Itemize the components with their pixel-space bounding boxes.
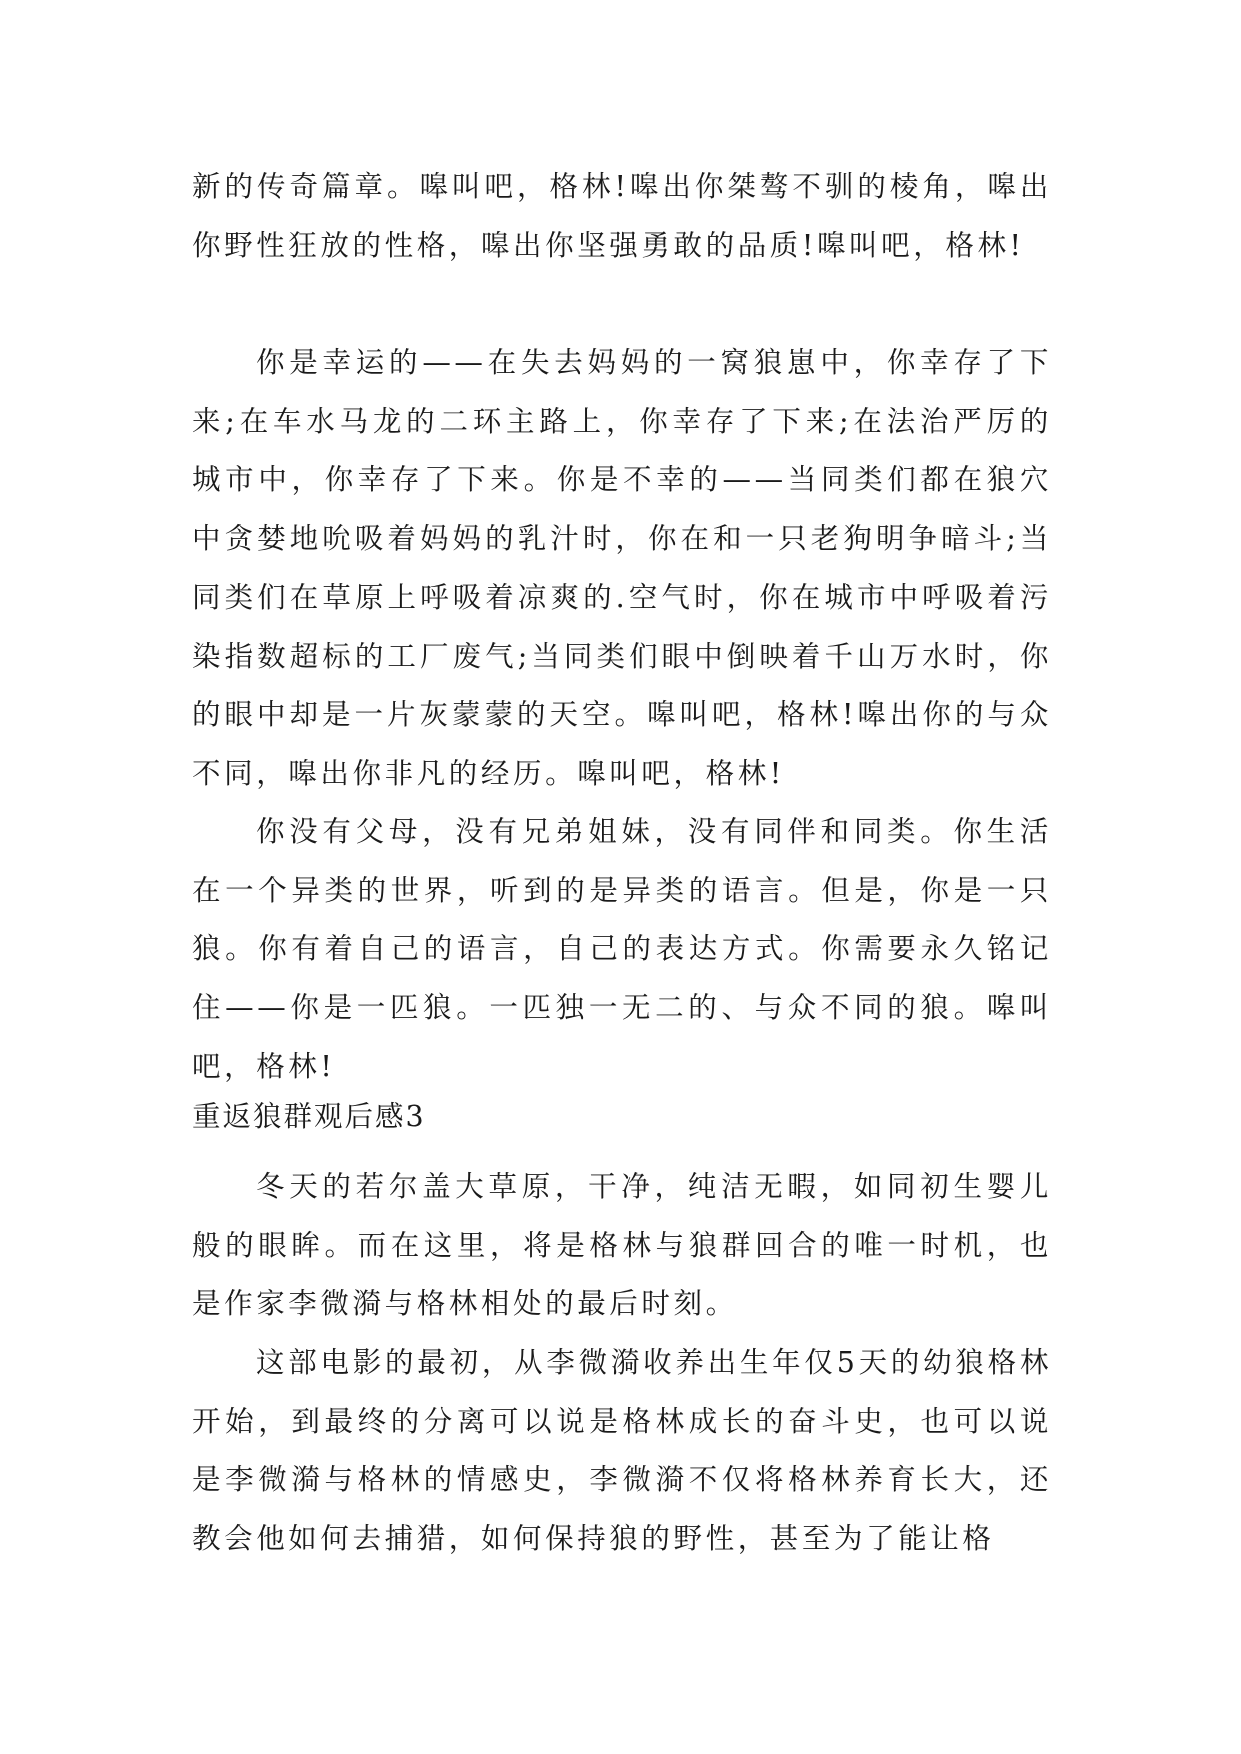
paragraph-winter-grassland: 冬天的若尔盖大草原，干净，纯洁无暇，如同初生婴儿般的眼眸。而在这里，将是格林与狼群回合的唯一时机，也是作家李微漪与格林相处的最后时刻。 [192,1170,1052,1321]
paragraph-film-story: 这部电影的最初，从李微漪收养出生年仅5天的幼狼格林开始，到最终的分离可以说是格林成长的奋斗史，也可以说是李微漪与格林的情感史，李微漪不仅将格林养育长大，还教会他如何去捕猎，如何保持狼的野性，甚至为了能让格 [192,1346,1052,1556]
section-heading: 重返狼群观后感3 [192,1100,426,1133]
paragraph-continuation: 新的传奇篇章。嗥叫吧，格林!嗥出你桀骜不驯的棱角，嗥出你野性狂放的性格，嗥出你坚强勇敢的品质!嗥叫吧，格林! [192,170,1052,262]
paragraph-fortune: 你是幸运的——在失去妈妈的一窝狼崽中，你幸存了下来;在车水马龙的二环主路上，你幸存了下来;在法治严厉的城市中，你幸存了下来。你是不幸的——当同类们都在狼穴中贪婪地吮吸着妈妈的乳汁时，你在和一只老狗明争暗斗;当同类们在草原上呼吸着凉爽的.空气时，你在城市中呼吸着污染指数超标的工厂废气;当同类们眼中倒映着千山万水时，你的眼中却是一片灰蒙蒙的天空。嗥叫吧，格林!嗥出你的与众不同，嗥出你非凡的经历。嗥叫吧，格林! [192,346,1052,790]
paragraph-identity: 你没有父母，没有兄弟姐妹，没有同伴和同类。你生活在一个异类的世界，听到的是异类的语言。但是，你是一只狼。你有着自己的语言，自己的表达方式。你需要永久铭记住——你是一匹狼。一匹独一无二的、与众不同的狼。嗥叫吧，格林! [192,815,1052,1083]
